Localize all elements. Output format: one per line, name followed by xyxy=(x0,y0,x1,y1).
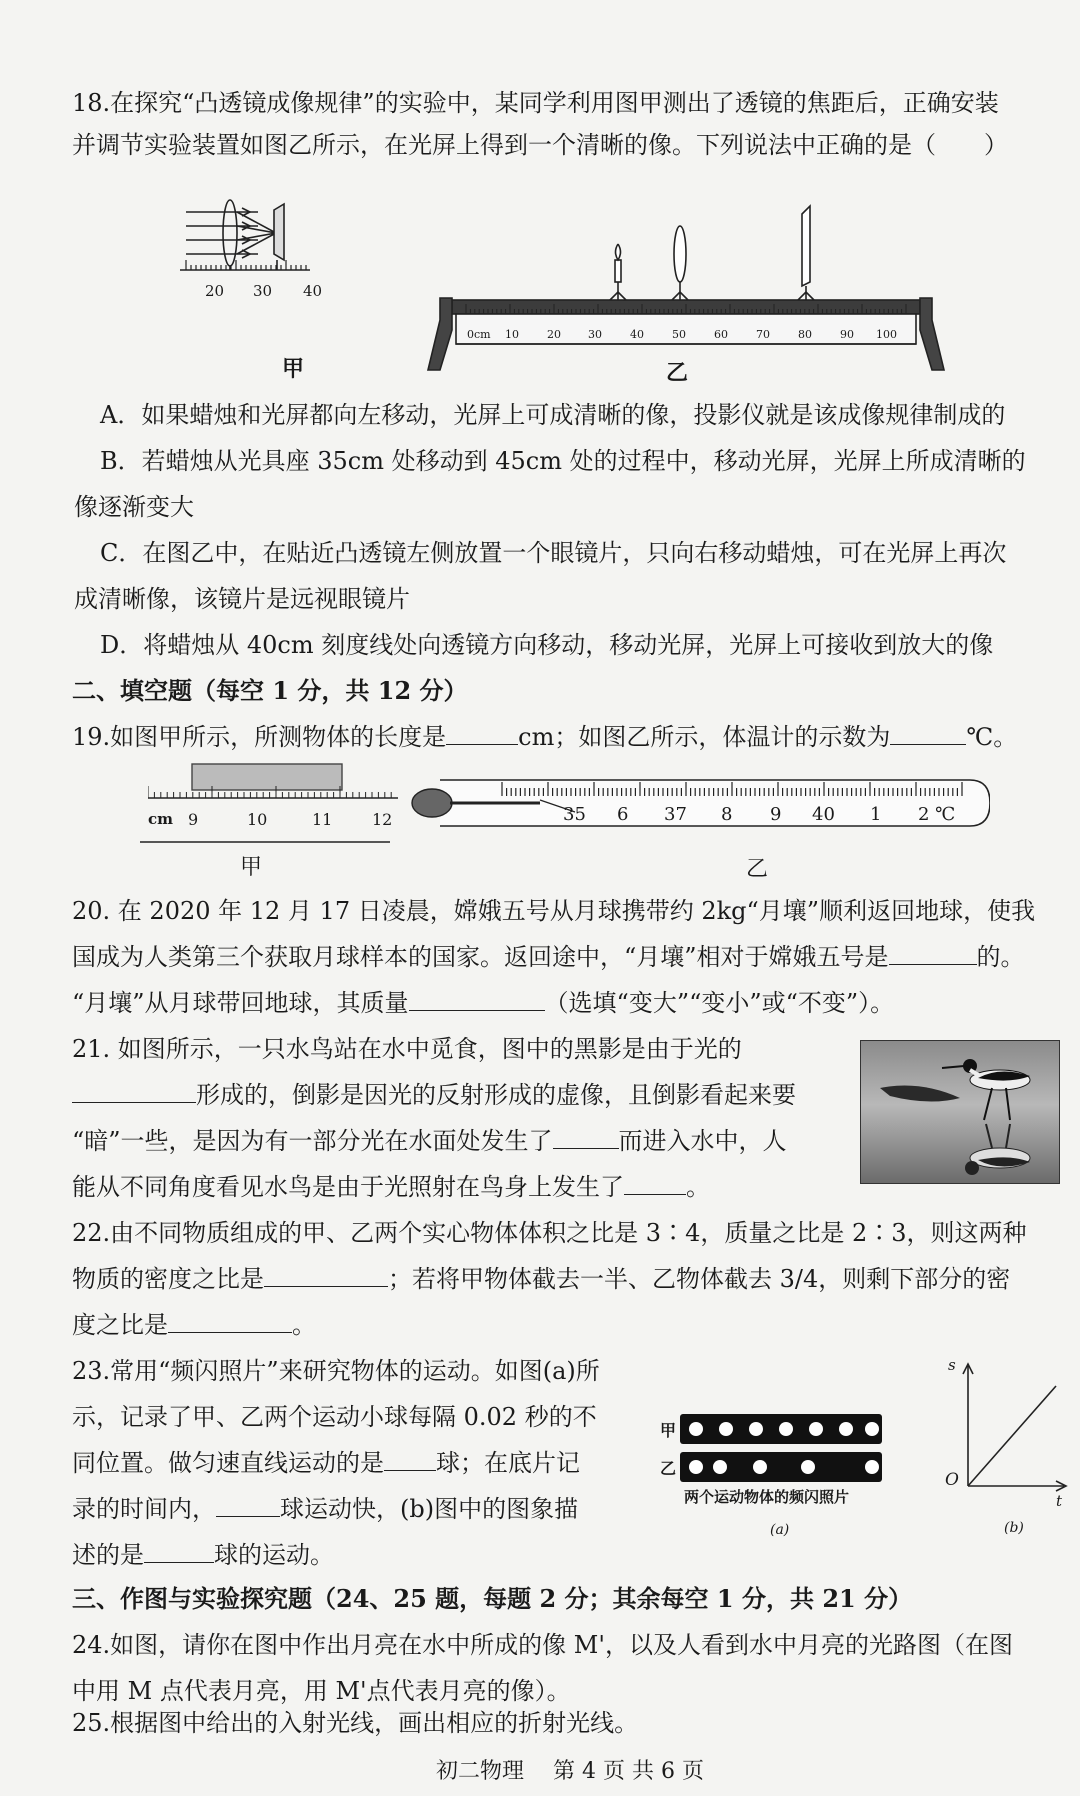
q21-line2 xyxy=(72,1080,796,1110)
bench-tick-80: 80 xyxy=(798,328,812,341)
q21-blank-reflection[interactable] xyxy=(624,1172,686,1195)
q18-line2: 并调节实验装置如图乙所示，在光屏上得到一个清晰的像。下列说法中正确的是（ ） xyxy=(72,131,1008,159)
bench-tick-20: 20 xyxy=(547,328,561,341)
strobe-caption: 两个运动物体的频闪照片 xyxy=(684,1488,850,1506)
q19-blank-length[interactable] xyxy=(446,722,518,745)
thermo-tick-35: 35 xyxy=(563,804,586,825)
q22-blank-remaining-ratio[interactable] xyxy=(168,1310,292,1333)
bench-tick-100: 100 xyxy=(876,328,897,341)
q21-line3-a: “暗”一些，是因为有一部分光在水面处发生了 xyxy=(72,1127,553,1155)
q25-line: 25.根据图中给出的入射光线，画出相应的折射光线。 xyxy=(72,1709,639,1737)
graph-axis-s: s xyxy=(948,1356,956,1374)
water-bird-photo xyxy=(860,1040,1060,1184)
q20-line1: 20. 在 2020 年 12 月 17 日凌晨，嫦娥五号从月球携带约 2kg“月壤”顺利返回地球，使我 xyxy=(72,897,1036,925)
q23-line3-b: 球；在底片记 xyxy=(436,1449,580,1477)
fig-yi-label: 乙 xyxy=(666,360,689,386)
ruler-tick-12: 12 xyxy=(372,810,393,829)
q21-line4 xyxy=(72,1172,710,1202)
q23-line1: 23.常用“频闪照片”来研究物体的运动。如图(a)所 xyxy=(72,1357,600,1385)
q20-line3 xyxy=(72,988,894,1018)
q23-line3-a: 同位置。做匀速直线运动的是 xyxy=(72,1449,384,1477)
section-3-heading: 三、作图与实验探究题（24、25 题，每题 2 分；其余每空 1 分，共 21 分） xyxy=(72,1584,913,1613)
q19-part-b: cm；如图乙所示，体温计的示数为 xyxy=(518,723,891,751)
ruler-tick-11: 11 xyxy=(312,810,333,829)
q19-part-a: 19.如图甲所示，所测物体的长度是 xyxy=(72,723,447,751)
q18-line1: 18.在探究“凸透镜成像规律”的实验中，某同学利用图甲测出了透镜的焦距后，正确安装 xyxy=(72,89,999,117)
q21-blank-shadow[interactable] xyxy=(72,1080,196,1103)
page-footer: 初二物理 第 4 页 共 6 页 xyxy=(436,1759,704,1784)
thermo-tick-42: 2 ℃ xyxy=(918,804,956,825)
strobe-row-yi-label: 乙 xyxy=(660,1459,677,1478)
ruler-unit: cm xyxy=(148,810,174,828)
q21-blank-refraction[interactable] xyxy=(553,1126,619,1149)
section-2-heading: 二、填空题（每空 1 分，共 12 分） xyxy=(72,676,468,705)
jia-tick-20: 20 xyxy=(205,282,225,300)
thermo-tick-40: 40 xyxy=(812,804,835,825)
q19-line xyxy=(72,722,1017,752)
q21-line3 xyxy=(72,1126,787,1156)
optical-bench-figure xyxy=(426,200,946,380)
q20-line2-b: 的。 xyxy=(976,943,1025,971)
thermo-tick-39: 9 xyxy=(770,804,782,825)
q23-blank-graph[interactable] xyxy=(144,1540,214,1563)
thermo-tick-36: 6 xyxy=(617,804,629,825)
q21-line3-b: 而进入水中，人 xyxy=(618,1127,787,1155)
q23-line4-a: 录的时间内， xyxy=(72,1495,216,1523)
q23-blank-faster[interactable] xyxy=(216,1494,280,1517)
q19-ruler-figure xyxy=(148,762,398,840)
graph-origin-o: O xyxy=(945,1470,959,1490)
bench-tick-0: 0cm xyxy=(467,328,491,341)
bench-tick-70: 70 xyxy=(756,328,770,341)
q20-line3-a: “月壤”从月球带回地球，其质量 xyxy=(72,989,409,1017)
q20-line2 xyxy=(72,942,1025,972)
q24-line1: 24.如图，请你在图中作出月亮在水中所成的像 M'，以及人看到水中月亮的光路图（在图 xyxy=(72,1631,1013,1659)
q19-part-c: ℃。 xyxy=(966,723,1018,751)
bench-tick-90: 90 xyxy=(840,328,854,341)
q18-option-a: A．如果蜡烛和光屏都向左移动，光屏上可成清晰的像，投影仪就是该成像规律制成的 xyxy=(100,401,1006,429)
fig-b-label: (b) xyxy=(1004,1520,1024,1536)
q23-line5-a: 述的是 xyxy=(72,1541,144,1569)
q22-line2 xyxy=(72,1264,1010,1294)
q22-line3 xyxy=(72,1310,316,1340)
q23-line5-b: 球的运动。 xyxy=(214,1541,334,1569)
q18-option-c-line1: C．在图乙中，在贴近凸透镜左侧放置一个眼镜片，只向右移动蜡烛，可在光屏上再次 xyxy=(100,539,1007,567)
q18-option-c-line2: 成清晰像，该镜片是远视眼镜片 xyxy=(74,585,410,613)
q23-line4-b: 球运动快，(b)图中的图象描 xyxy=(280,1495,579,1523)
strobe-row-jia-label: 甲 xyxy=(660,1421,677,1440)
strobe-photo xyxy=(680,1412,884,1484)
ruler-tick-9: 9 xyxy=(188,810,199,829)
q19-blank-temperature[interactable] xyxy=(890,722,966,745)
graph-axis-t: t xyxy=(1056,1492,1063,1510)
bench-tick-40: 40 xyxy=(630,328,644,341)
thermometer-figure xyxy=(410,770,990,836)
q18-option-b-line1: B．若蜡烛从光具座 35cm 处移动到 45cm 处的过程中，移动光屏，光屏上所成清晰的 xyxy=(100,447,1026,475)
q22-blank-density-ratio[interactable] xyxy=(264,1264,388,1287)
q23-line5 xyxy=(72,1540,334,1570)
fig-a-label: (a) xyxy=(770,1522,790,1538)
q23-line4 xyxy=(72,1494,578,1524)
q23-line3 xyxy=(72,1448,580,1478)
bench-tick-50: 50 xyxy=(672,328,686,341)
ruler-underline xyxy=(140,840,390,844)
q20-blank-mass[interactable] xyxy=(409,988,545,1011)
q24-line2: 中用 M 点代表月亮，用 M'点代表月亮的像）。 xyxy=(72,1677,571,1705)
bench-tick-60: 60 xyxy=(714,328,728,341)
fig-jia-label: 甲 xyxy=(282,356,305,382)
q21-line1: 21. 如图所示，一只水鸟站在水中觅食，图中的黑影是由于光的 xyxy=(72,1035,742,1063)
jia-tick-40: 40 xyxy=(303,282,323,300)
q22-line3-a: 度之比是 xyxy=(72,1311,168,1339)
q19-label-jia: 甲 xyxy=(240,855,263,880)
thermo-tick-41: 1 xyxy=(870,804,882,825)
q23-blank-uniform[interactable] xyxy=(384,1448,436,1471)
q21-line4-b: 。 xyxy=(686,1173,710,1201)
q19-label-yi: 乙 xyxy=(746,857,769,882)
q20-blank-reference[interactable] xyxy=(889,942,977,965)
q21-line2-text: 形成的，倒影是因光的反射形成的虚像，且倒影看起来要 xyxy=(196,1081,796,1109)
q22-line1: 22.由不同物质组成的甲、乙两个实心物体体积之比是 3∶4，质量之比是 2∶3，则这两种 xyxy=(72,1219,1027,1247)
q20-line3-b: （选填“变大”“变小”或“不变”）。 xyxy=(544,989,895,1017)
bench-tick-30: 30 xyxy=(588,328,602,341)
q23-line2: 示，记录了甲、乙两个运动小球每隔 0.02 秒的不 xyxy=(72,1403,597,1431)
ruler-tick-10: 10 xyxy=(247,810,268,829)
q22-line2-a: 物质的密度之比是 xyxy=(72,1265,264,1293)
thermo-tick-37: 37 xyxy=(664,804,687,825)
q18-option-d: D．将蜡烛从 40cm 刻度线处向透镜方向移动，移动光屏，光屏上可接收到放大的像 xyxy=(100,631,994,659)
q21-line4-a: 能从不同角度看见水鸟是由于光照射在鸟身上发生了 xyxy=(72,1173,624,1201)
q20-line2-a: 国成为人类第三个获取月球样本的国家。返回途中，“月壤”相对于嫦娥五号是 xyxy=(72,943,889,971)
q22-line3-b: 。 xyxy=(292,1311,316,1339)
jia-tick-30: 30 xyxy=(253,282,273,300)
bench-tick-10: 10 xyxy=(505,328,519,341)
q18-option-b-line2: 像逐渐变大 xyxy=(74,493,194,521)
q22-line2-b: ；若将甲物体截去一半、乙物体截去 3/4，则剩下部分的密 xyxy=(388,1265,1011,1293)
thermo-tick-38: 8 xyxy=(721,804,733,825)
